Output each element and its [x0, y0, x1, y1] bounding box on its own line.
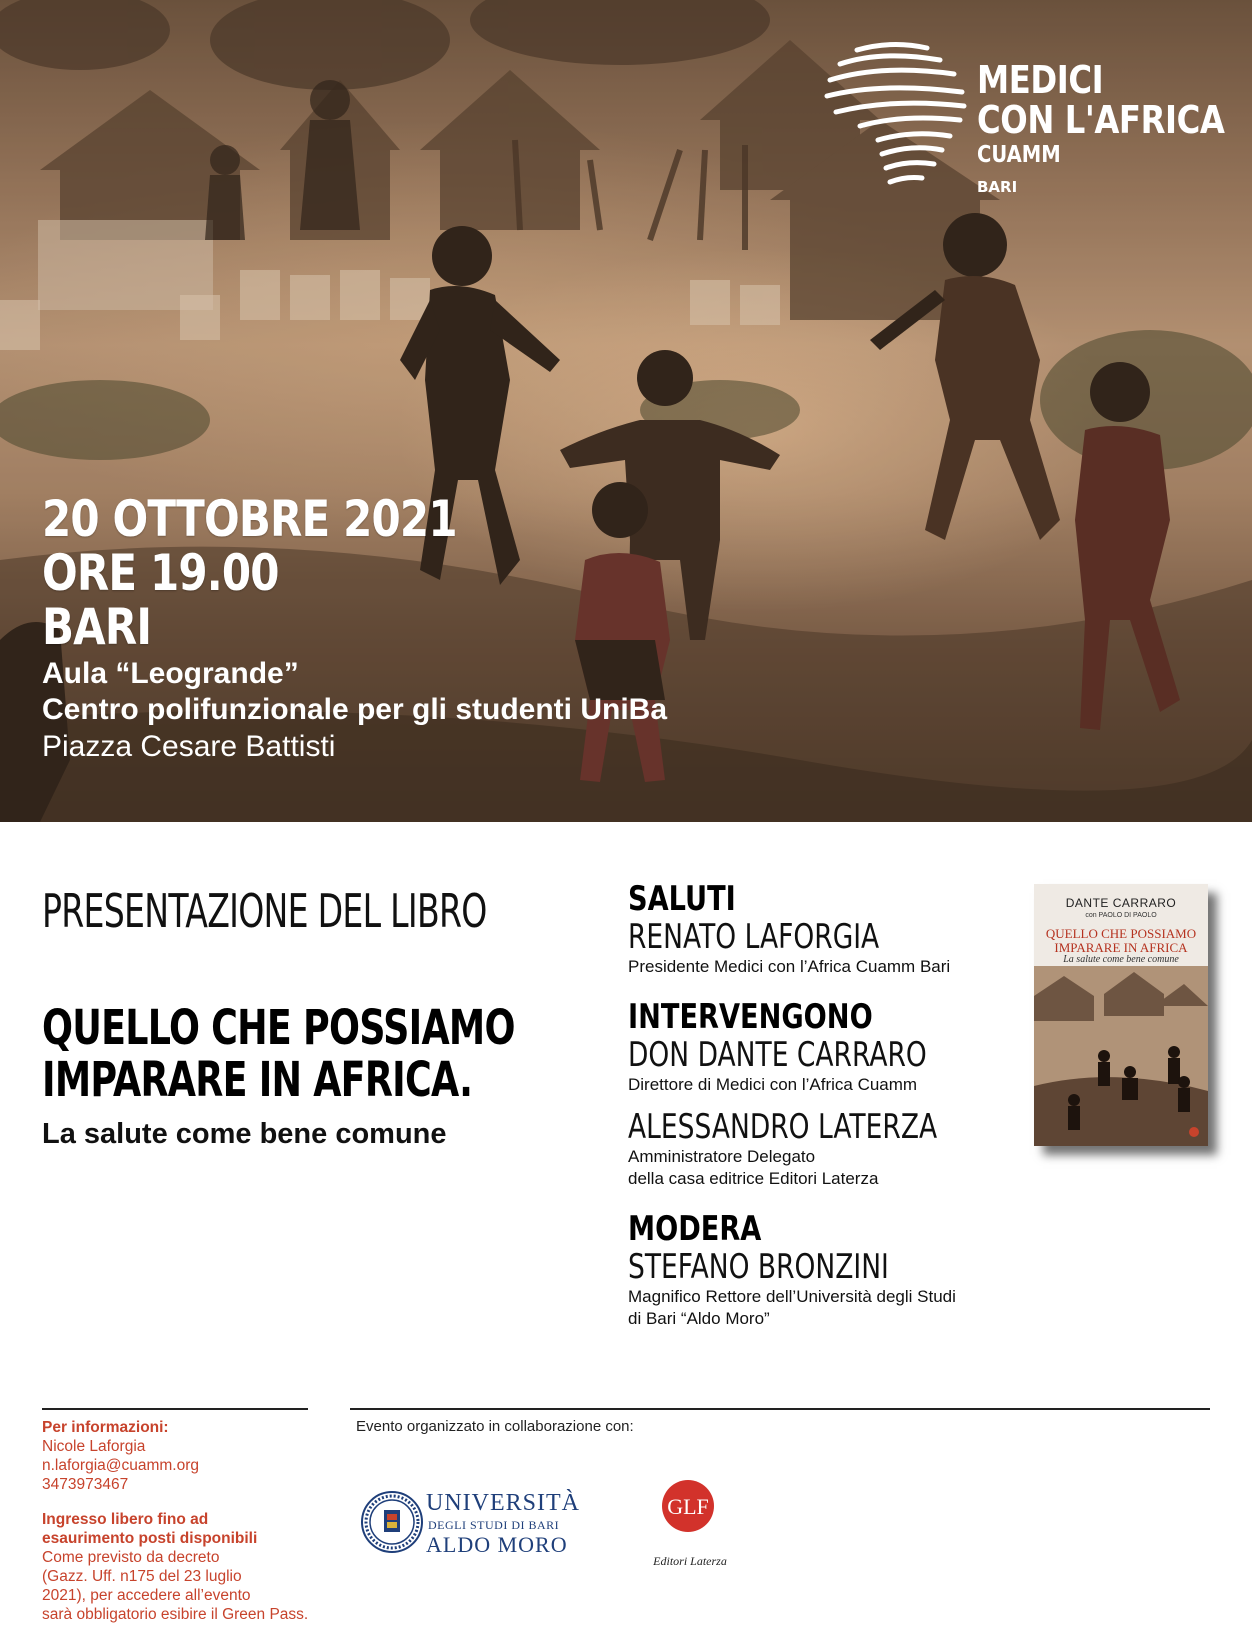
book-title: [42, 1002, 515, 1106]
cover-coauthor: con PAOLO DI PAOLO: [1085, 912, 1157, 919]
africa-map-icon: [822, 40, 972, 195]
laterza-logo: [640, 1478, 750, 1568]
speaker2-role-line1: Amministratore Delegato: [628, 1147, 816, 1166]
program-list: [628, 880, 1028, 1330]
speakers-heading: INTERVENGONO: [628, 997, 873, 1037]
greeter-role: Presidente Medici con l’Africa Cuamm Bari: [628, 957, 951, 976]
note-line1: Come previsto da decreto: [42, 1549, 220, 1566]
note-line4: sarà obbligatorio esibire il Green Pass.: [42, 1606, 309, 1623]
cover-title-line2: IMPARARE IN AFRICA: [1054, 940, 1188, 955]
event-venue-building: Centro polifunzionale per gli studenti UniBa: [42, 693, 668, 726]
cuamm-logo: [822, 40, 1225, 200]
laterza-mark-text: GLF: [667, 1494, 709, 1519]
speaker1-role: Direttore di Medici con l’Africa Cuamm: [628, 1075, 918, 1094]
logo-line-bari: BARI: [977, 178, 1018, 196]
collaboration-label: Evento organizzato in collaborazione con:: [356, 1418, 634, 1435]
info-block: [42, 1418, 342, 1624]
book-subtitle: La salute come bene comune: [42, 1118, 447, 1150]
footer-divider-right: [350, 1408, 1210, 1410]
cover-photo-illustration: [1034, 966, 1208, 1146]
info-contact-name: Nicole Laforgia: [42, 1438, 146, 1455]
event-venue-room: Aula “Leogrande”: [42, 657, 299, 690]
footer-divider-left: [42, 1408, 308, 1410]
info-heading: Per informazioni:: [42, 1419, 169, 1436]
logo-line-cuamm: CUAMM: [977, 142, 1061, 168]
entry-line1: Ingresso libero fino ad: [42, 1511, 209, 1528]
laterza-mark-icon: [660, 1478, 716, 1534]
info-phone[interactable]: 3473973467: [42, 1476, 129, 1493]
uniba-line2: DEGLI STUDI DI BARI: [428, 1518, 560, 1532]
speaker2-name: ALESSANDRO LATERZA: [628, 1107, 938, 1147]
event-details: [42, 492, 667, 766]
info-email[interactable]: n.laforgia@cuamm.org: [42, 1457, 200, 1474]
university-seal-icon: [360, 1490, 424, 1554]
note-line3: 2021), per accedere all’evento: [42, 1587, 251, 1604]
logo-line-medici: MEDICI: [977, 58, 1104, 102]
moderator-name: STEFANO BRONZINI: [628, 1247, 889, 1287]
event-city: BARI: [42, 598, 152, 656]
moderator-role-line1: Magnifico Rettore dell’Università degli Studi: [628, 1287, 956, 1306]
uniba-line1: UNIVERSITÀ: [426, 1490, 580, 1516]
event-time: ORE 19.00: [42, 544, 279, 602]
event-date: 20 OTTOBRE 2021: [42, 490, 457, 548]
cover-author: DANTE CARRARO: [1065, 896, 1177, 910]
logo-line-con-lafrica: CON L'AFRICA: [977, 98, 1225, 142]
speaker1-name: DON DANTE CARRARO: [628, 1035, 927, 1075]
presentation-label: PRESENTAZIONE DEL LIBRO: [42, 884, 487, 938]
event-address: Piazza Cesare Battisti: [42, 730, 336, 763]
laterza-name: Editori Laterza: [653, 1554, 727, 1568]
cover-title-line1: QUELLO CHE POSSIAMO: [1045, 926, 1197, 941]
uniba-line3: ALDO MORO: [426, 1532, 568, 1557]
moderator-role-line2: di Bari “Aldo Moro”: [628, 1309, 770, 1328]
uniba-logo: [360, 1490, 590, 1560]
cover-subtitle: La salute come bene comune: [1063, 954, 1179, 965]
book-title-line1: QUELLO CHE POSSIAMO: [42, 1000, 515, 1056]
note-line2: (Gazz. Uff. n175 del 23 luglio: [42, 1568, 242, 1585]
book-cover-image: [1034, 884, 1208, 1146]
book-title-line2: IMPARARE IN AFRICA.: [42, 1052, 473, 1108]
moderator-heading: MODERA: [628, 1209, 762, 1249]
greeter-name: RENATO LAFORGIA: [628, 917, 880, 957]
greetings-heading: SALUTI: [628, 879, 736, 919]
hero-photo: [0, 0, 1252, 822]
speaker2-role-line2: della casa editrice Editori Laterza: [628, 1169, 879, 1188]
entry-line2: esaurimento posti disponibili: [42, 1530, 258, 1547]
